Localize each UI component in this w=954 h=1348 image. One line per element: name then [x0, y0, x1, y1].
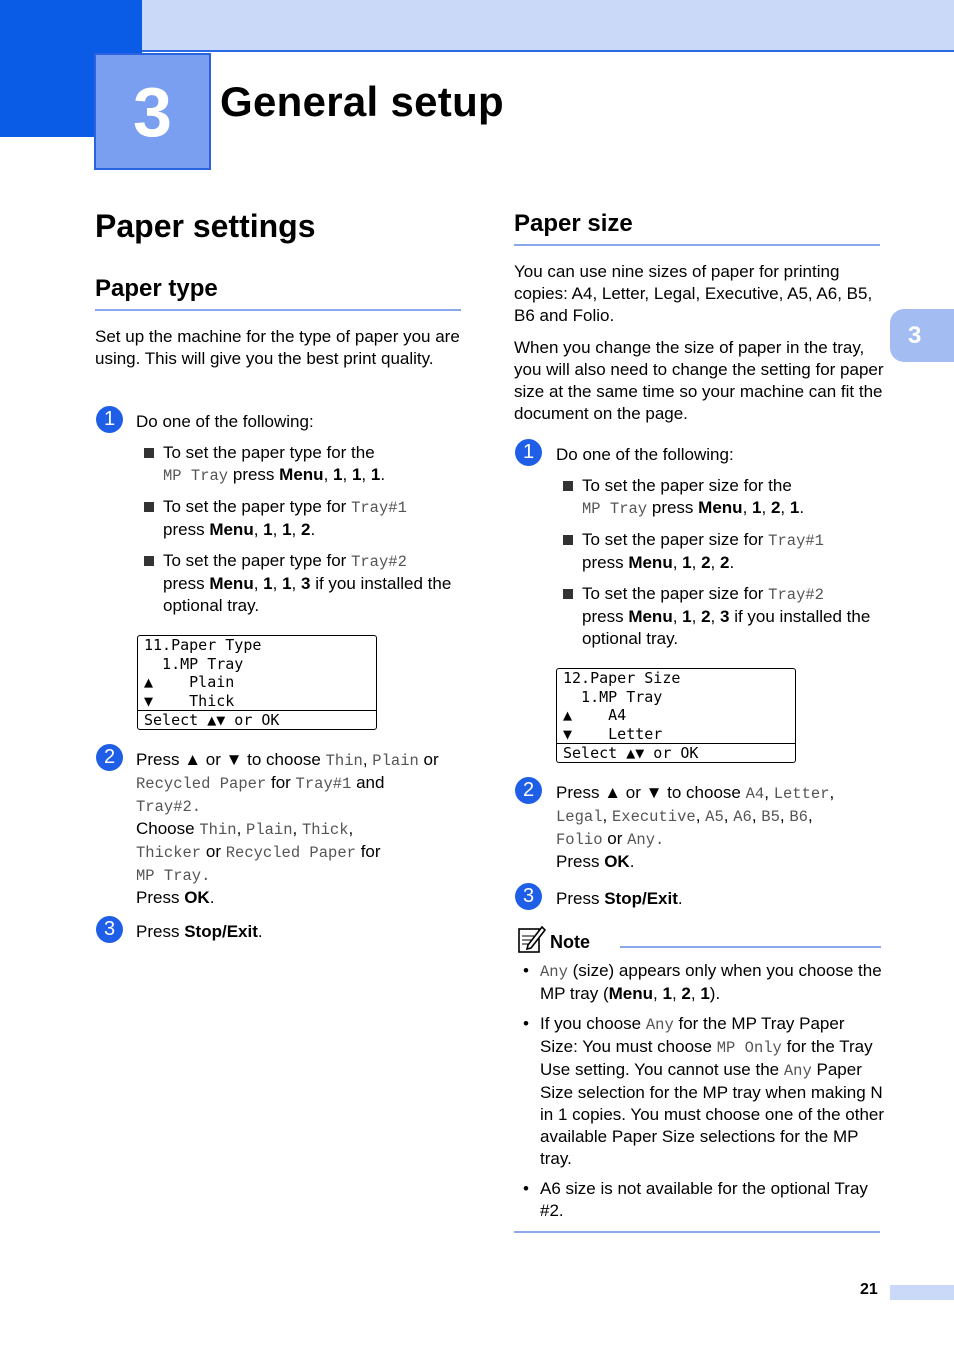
- paper-type-intro: Set up the machine for the type of paper you are using. This will give you the best print quality.: [95, 327, 460, 368]
- step-1-marker: 1: [515, 439, 542, 466]
- section-title: Paper settings: [95, 208, 316, 244]
- list-item: To set the paper type for Tray#2 press Menu, 1, 1, 3 if you installed the optional tray.: [144, 550, 464, 617]
- lcd-line: 12.Paper Size: [563, 669, 681, 687]
- lcd-select-line: Select ▲▼ or OK: [557, 743, 795, 762]
- lcd-select-line: Select ▲▼ or OK: [138, 710, 376, 729]
- note-pencil-icon: [516, 924, 546, 954]
- note-end-rule: [514, 1231, 880, 1233]
- paper-size-paragraph: When you change the size of paper in the tray, you will also need to change the setting for paper size at the same time so your machine can fit the document on the page.: [514, 338, 884, 423]
- note-item: • Any (size) appears only when you choose the MP tray (Menu, 1, 2, 1).: [523, 961, 882, 1003]
- lcd-line: ▲ A4: [563, 706, 627, 724]
- bullet-square: [144, 502, 154, 512]
- note-item: • A6 size is not available for the optional Tray #2.: [523, 1179, 868, 1220]
- paper-size-heading: Paper size: [514, 210, 880, 246]
- chapter-number-box: [94, 53, 211, 170]
- step-2-text: Press ▲ or ▼ to choose Thin, Plain or Recycled Paper for Tray#1 and Tray#2. Choose Thin, Plain, Thick, Thicker or Recycled Paper for MP Tray. Press OK.: [136, 750, 439, 907]
- footer-bar: [890, 1285, 954, 1300]
- lcd-display: [556, 668, 796, 763]
- bullet-square: [563, 481, 573, 491]
- chapter-side-tab: 3: [890, 309, 954, 362]
- chapter-number: 3: [133, 72, 172, 151]
- list-item: To set the paper size for the MP Tray press Menu, 1, 2, 1.: [563, 475, 883, 520]
- step-3-marker: 3: [515, 883, 542, 910]
- bullet-square: [563, 589, 573, 599]
- step-2-marker: 2: [515, 777, 542, 804]
- step-3-text: Press Stop/Exit.: [136, 922, 263, 941]
- step-3-marker: 3: [96, 916, 123, 943]
- lcd-line: 1.MP Tray: [144, 654, 244, 673]
- bullet-square: [563, 535, 573, 545]
- note-label: Note: [550, 932, 590, 952]
- list-item: To set the paper type for the MP Tray press Menu, 1, 1, 1.: [144, 442, 464, 487]
- lcd-line: ▼ Thick: [144, 691, 235, 710]
- note-header: [516, 924, 881, 954]
- step-2-text: Press ▲ or ▼ to choose A4, Letter, Legal, Executive, A5, A6, B5, B6, Folio or Any. Press OK.: [556, 783, 835, 871]
- lcd-line: ▲ Plain: [144, 673, 235, 691]
- step-1-marker: 1: [96, 406, 123, 433]
- note-rule: [620, 946, 881, 948]
- step-1-text: Do one of the following:: [136, 412, 314, 431]
- bullet-square: [144, 556, 154, 566]
- note-item: • If you choose Any for the MP Tray Paper Size: You must choose MP Only for the Tray Use setting. You cannot use the Any Paper Size selection for the MP tray when making N in 1 copies. You must choose one of the other available Paper Size selections for the MP tray.: [523, 1014, 885, 1168]
- step-1-text: Do one of the following:: [556, 445, 734, 464]
- list-item: To set the paper size for Tray#2 press Menu, 1, 2, 3 if you installed the optional tray.: [563, 583, 883, 650]
- step-3-text: Press Stop/Exit.: [556, 889, 683, 908]
- lcd-display: [137, 635, 377, 730]
- header-band: [142, 0, 954, 52]
- chapter-title: General setup: [220, 78, 504, 125]
- page-number: 21: [860, 1281, 878, 1298]
- paper-type-heading: Paper type: [95, 275, 461, 311]
- list-item: To set the paper type for Tray#1 press Menu, 1, 1, 2.: [144, 496, 464, 541]
- list-item: To set the paper size for Tray#1 press Menu, 1, 2, 2.: [563, 529, 883, 574]
- lcd-line: 1.MP Tray: [563, 687, 663, 706]
- lcd-line: ▼ Letter: [563, 724, 663, 743]
- paper-size-intro: You can use nine sizes of paper for printing copies: A4, Letter, Legal, Executive, A5, A6, B5, B6 and Folio.: [514, 262, 873, 325]
- lcd-line: 11.Paper Type: [144, 636, 262, 654]
- step-2-marker: 2: [96, 744, 123, 771]
- bullet-square: [144, 448, 154, 458]
